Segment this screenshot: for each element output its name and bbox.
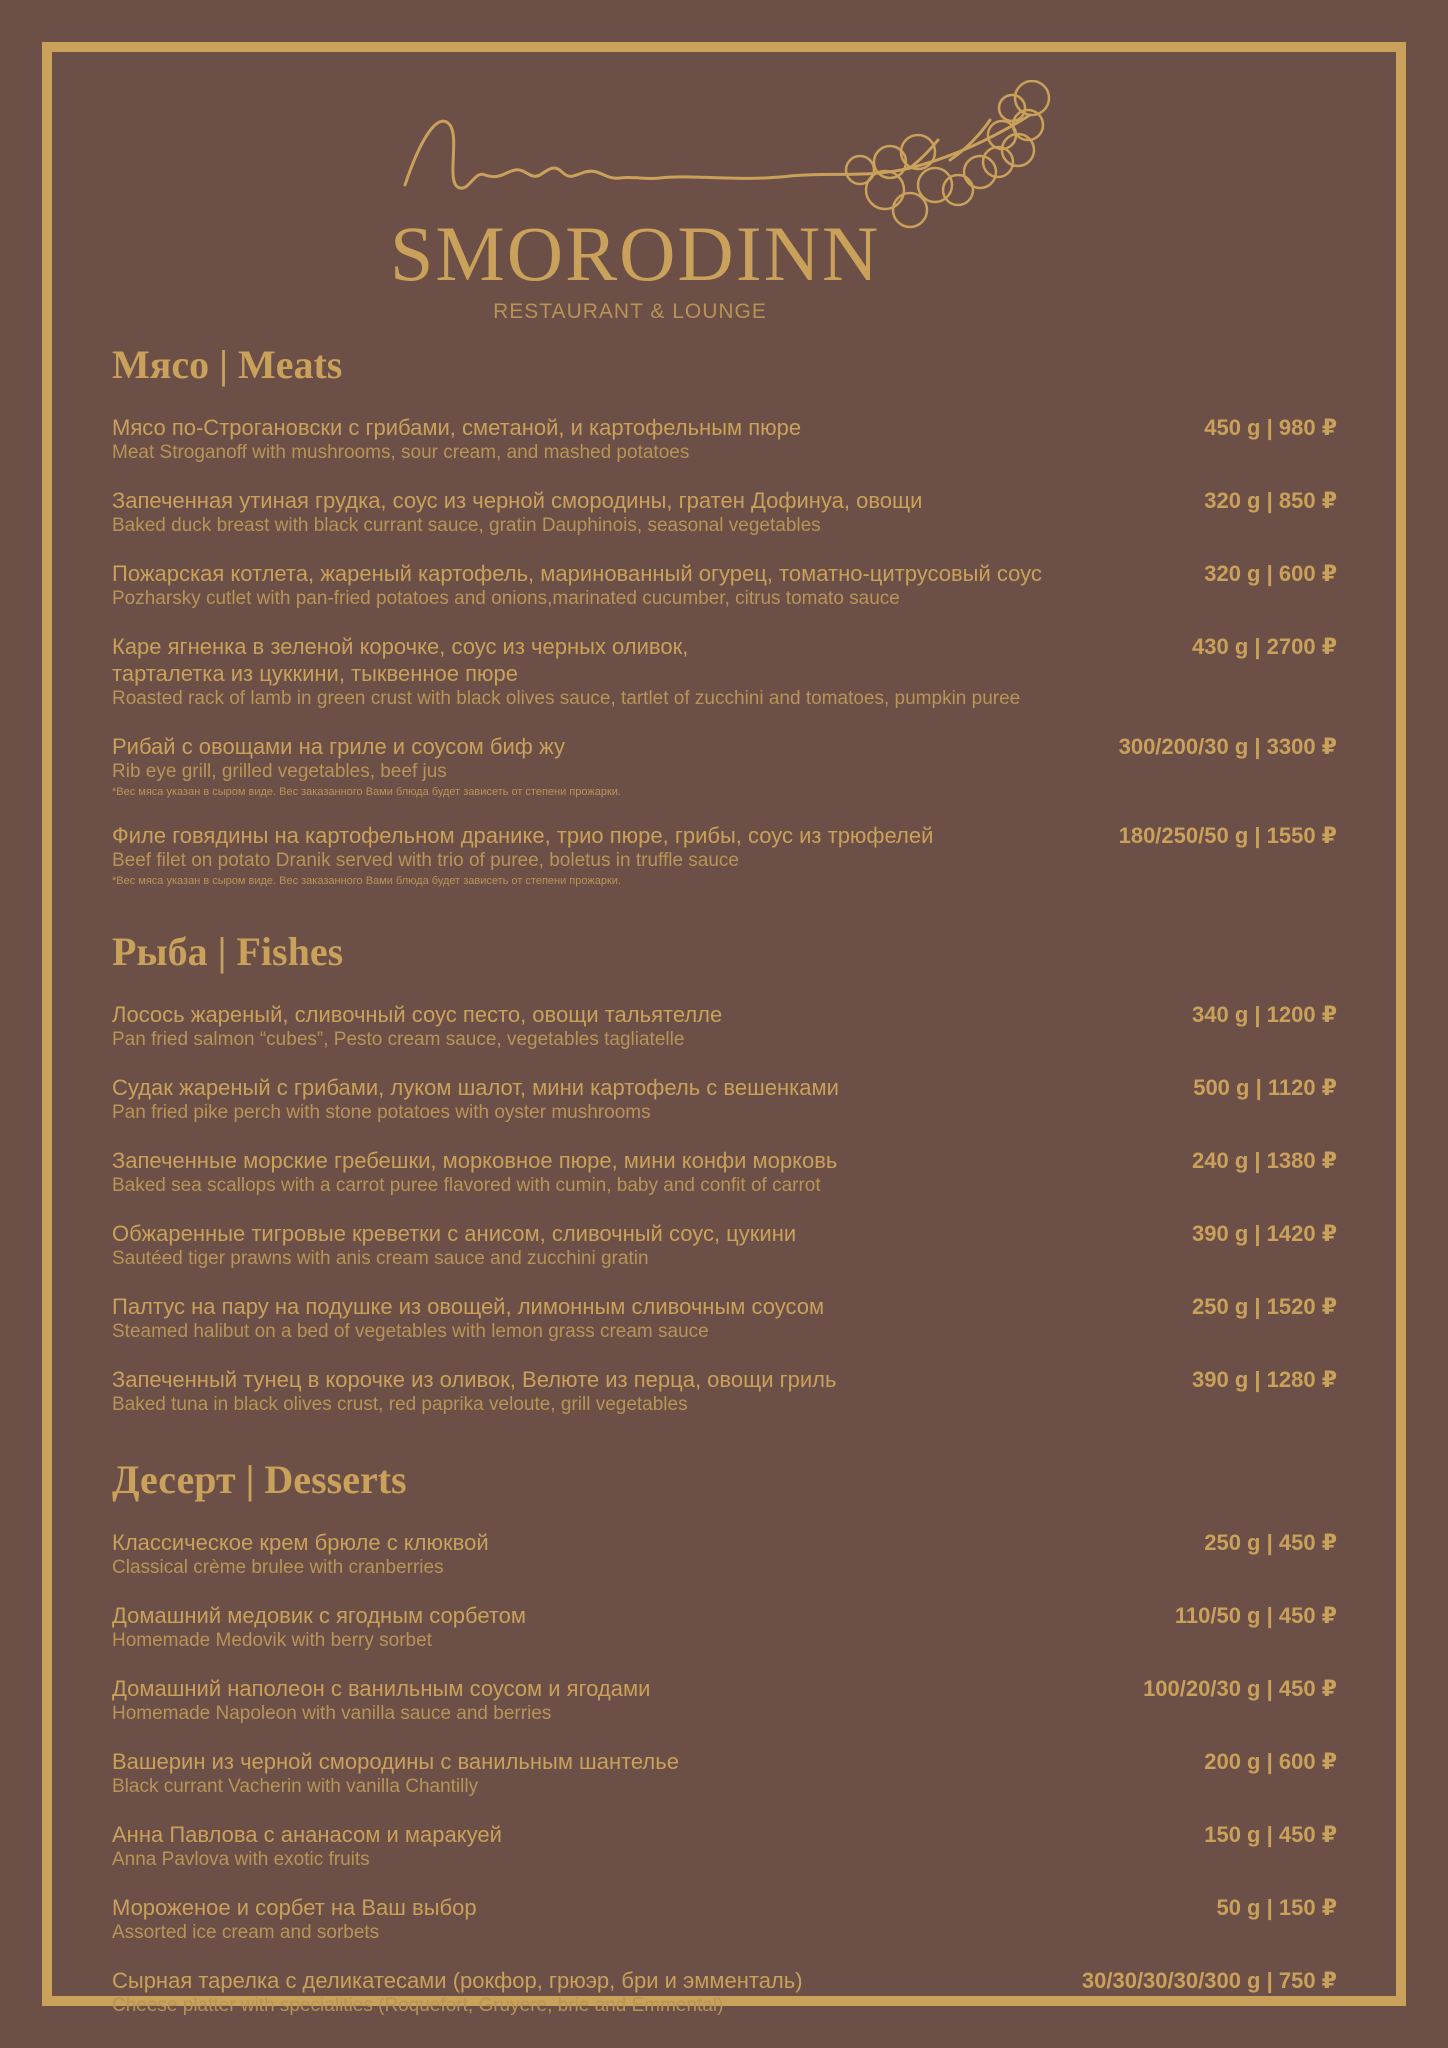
logo [390, 80, 1070, 330]
dish-price: 500 g | 1120 ₽ [1193, 1075, 1337, 1100]
menu-content [112, 342, 1337, 2040]
weight-note: *Вес мяса указан в сыром виде. Вес заказанного Вами блюда будет зависеть от степени прожарки. [112, 786, 621, 798]
menu-item [112, 414, 1337, 464]
menu-item [112, 1894, 1337, 1944]
dish-price: 240 g | 1380 ₽ [1192, 1148, 1337, 1173]
menu-item [112, 1001, 1337, 1051]
dish-price: 250 g | 450 ₽ [1204, 1530, 1337, 1555]
menu-item [112, 1147, 1337, 1197]
section-title: Десерт | Desserts [112, 1457, 407, 1502]
menu-item [112, 1074, 1337, 1124]
section-title: Рыба | Fishes [112, 929, 344, 974]
dish-price: 110/50 g | 450 ₽ [1174, 1603, 1337, 1628]
dish-name-en: Baked tuna in black olives crust, red paprika veloute, grill vegetables [112, 1394, 688, 1415]
dish-name-ru: Пожарская котлета, жареный картофель, маринованный огурец, томатно-цитрусовый соус [112, 561, 1042, 586]
dish-name-ru: Сырная тарелка с деликатесами (рокфор, грюэр, бри и эмменталь) [112, 1968, 803, 1993]
menu-item [112, 822, 1337, 888]
dish-name-ru: Мороженое и сорбет на Ваш выбор [112, 1895, 477, 1920]
dish-name-ru: Судак жареный с грибами, луком шалот, мини картофель с вешенками [112, 1075, 839, 1100]
dish-price: 320 g | 600 ₽ [1204, 561, 1337, 586]
menu-item [112, 560, 1337, 610]
dish-name-ru: Анна Павлова с ананасом и маракуей [112, 1822, 502, 1847]
dish-name-ru: Филе говядины на картофельном дранике, трио пюре, грибы, соус из трюфелей [112, 823, 934, 848]
dish-price: 250 g | 1520 ₽ [1192, 1294, 1337, 1319]
menu-item [112, 1529, 1337, 1579]
dish-name-ru: Запеченный тунец в корочке из оливок, Велюте из перца, овощи гриль [112, 1367, 837, 1392]
dish-name-en: Anna Pavlova with exotic fruits [112, 1849, 370, 1870]
dish-name-ru: Палтус на пару на подушке из овощей, лимонным сливочным соусом [112, 1294, 825, 1319]
dish-name-en: Pan fried pike perch with stone potatoes with oyster mushrooms [112, 1102, 651, 1123]
dish-price: 450 g | 980 ₽ [1204, 415, 1337, 440]
dish-price: 340 g | 1200 ₽ [1192, 1002, 1337, 1027]
dish-name-ru: Лосось жареный, сливочный соус песто, овощи тальятелле [112, 1002, 723, 1027]
dish-name-ru: Запеченные морские гребешки, морковное пюре, мини конфи морковь [112, 1148, 838, 1173]
menu-item [112, 1748, 1337, 1798]
dish-price: 390 g | 1420 ₽ [1192, 1221, 1337, 1246]
menu-item [112, 733, 1337, 799]
dish-name-ru: Домашний медовик с ягодным сорбетом [112, 1603, 527, 1628]
dish-name-en: Baked sea scallops with a carrot puree flavored with cumin, baby and confit of carrot [112, 1175, 821, 1196]
dish-name-ru: Мясо по-Строгановски с грибами, сметаной, и картофельным пюре [112, 415, 802, 440]
dish-price: 390 g | 1280 ₽ [1192, 1367, 1337, 1392]
dish-price: 100/20/30 g | 450 ₽ [1143, 1676, 1337, 1701]
dish-name-en: Homemade Napoleon with vanilla sauce and berries [112, 1703, 552, 1724]
dish-name-ru: Домашний наполеон с ванильным соусом и ягодами [112, 1676, 651, 1701]
dish-price: 200 g | 600 ₽ [1204, 1749, 1337, 1774]
dish-name-en: Roasted rack of lamb in green crust with black olives sauce, tartlet of zucchini and tomatoes, pumpkin puree [112, 688, 1021, 709]
dish-name-ru: Обжаренные тигровые креветки с анисом, сливочный соус, цукини [112, 1221, 797, 1246]
dish-name-ru: Запеченная утиная грудка, соус из черной смородины, гратен Дофинуа, овощи [112, 488, 923, 513]
dish-price: 30/30/30/30/300 g | 750 ₽ [1081, 1968, 1337, 1993]
brand-tagline: RESTAURANT & LOUNGE [493, 300, 767, 323]
weight-note: *Вес мяса указан в сыром виде. Вес заказанного Вами блюда будет зависеть от степени прожарки. [112, 875, 621, 887]
menu-item [112, 1366, 1337, 1416]
brand-name: SMORODINN [390, 210, 881, 297]
dish-name-en: Pan fried salmon “cubes”, Pesto cream sauce, vegetables tagliatelle [112, 1029, 685, 1050]
dish-name-en: Assorted ice cream and sorbets [112, 1922, 380, 1943]
dish-name-en: Sautéed tiger prawns with anis cream sauce and zucchini gratin [112, 1248, 649, 1269]
dish-price: 300/200/30 g | 3300 ₽ [1118, 734, 1337, 759]
menu-item [112, 1821, 1337, 1871]
dish-name-en: Pozharsky cutlet with pan-fried potatoes and onions,marinated cucumber, citrus tomato sauce [112, 588, 900, 609]
dish-name-en: Cheese platter with specialities (Roquefort, Gruyere, brie and Emmental) [112, 1995, 724, 2016]
dish-price: 320 g | 850 ₽ [1204, 488, 1337, 513]
section-desserts [112, 1457, 1337, 2017]
menu-item [112, 633, 1337, 710]
menu-item [112, 1967, 1337, 2017]
dish-name-en: Baked duck breast with black currant sauce, gratin Dauphinois, seasonal vegetables [112, 515, 821, 536]
dish-name-en: Beef filet on potato Dranik served with trio of puree, boletus in truffle sauce [112, 850, 739, 871]
dish-name-ru: Каре ягненка в зеленой корочке, соус из черных оливок, тарталетка из цуккини, тыквенное пюре [112, 634, 689, 686]
menu-item [112, 1675, 1337, 1725]
section-fishes [112, 929, 1337, 1416]
dish-name-en: Black currant Vacherin with vanilla Chantilly [112, 1776, 479, 1797]
dish-name-ru: Рибай с овощами на гриле и соусом биф жу [112, 734, 565, 759]
dish-price: 180/250/50 g | 1550 ₽ [1118, 823, 1337, 848]
dish-price: 50 g | 150 ₽ [1216, 1895, 1337, 1920]
menu-item [112, 487, 1337, 537]
dish-price: 150 g | 450 ₽ [1204, 1822, 1337, 1847]
dish-name-en: Rib eye grill, grilled vegetables, beef jus [112, 761, 447, 782]
menu-item [112, 1293, 1337, 1343]
dish-name-en: Homemade Medovik with berry sorbet [112, 1630, 432, 1651]
dish-name-en: Steamed halibut on a bed of vegetables with lemon grass cream sauce [112, 1321, 709, 1342]
dish-name-en: Meat Stroganoff with mushrooms, sour cream, and mashed potatoes [112, 442, 690, 463]
dish-price: 430 g | 2700 ₽ [1192, 634, 1337, 659]
dish-name-en: Classical crème brulee with cranberries [112, 1557, 444, 1578]
section-title: Мясо | Meats [112, 342, 343, 387]
menu-item [112, 1602, 1337, 1652]
section-meats [112, 342, 1337, 888]
dish-name-ru: Классическое крем брюле с клюквой [112, 1530, 489, 1555]
dish-name-ru: Вашерин из черной смородины с ванильным шантелье [112, 1749, 679, 1774]
menu-item [112, 1220, 1337, 1270]
